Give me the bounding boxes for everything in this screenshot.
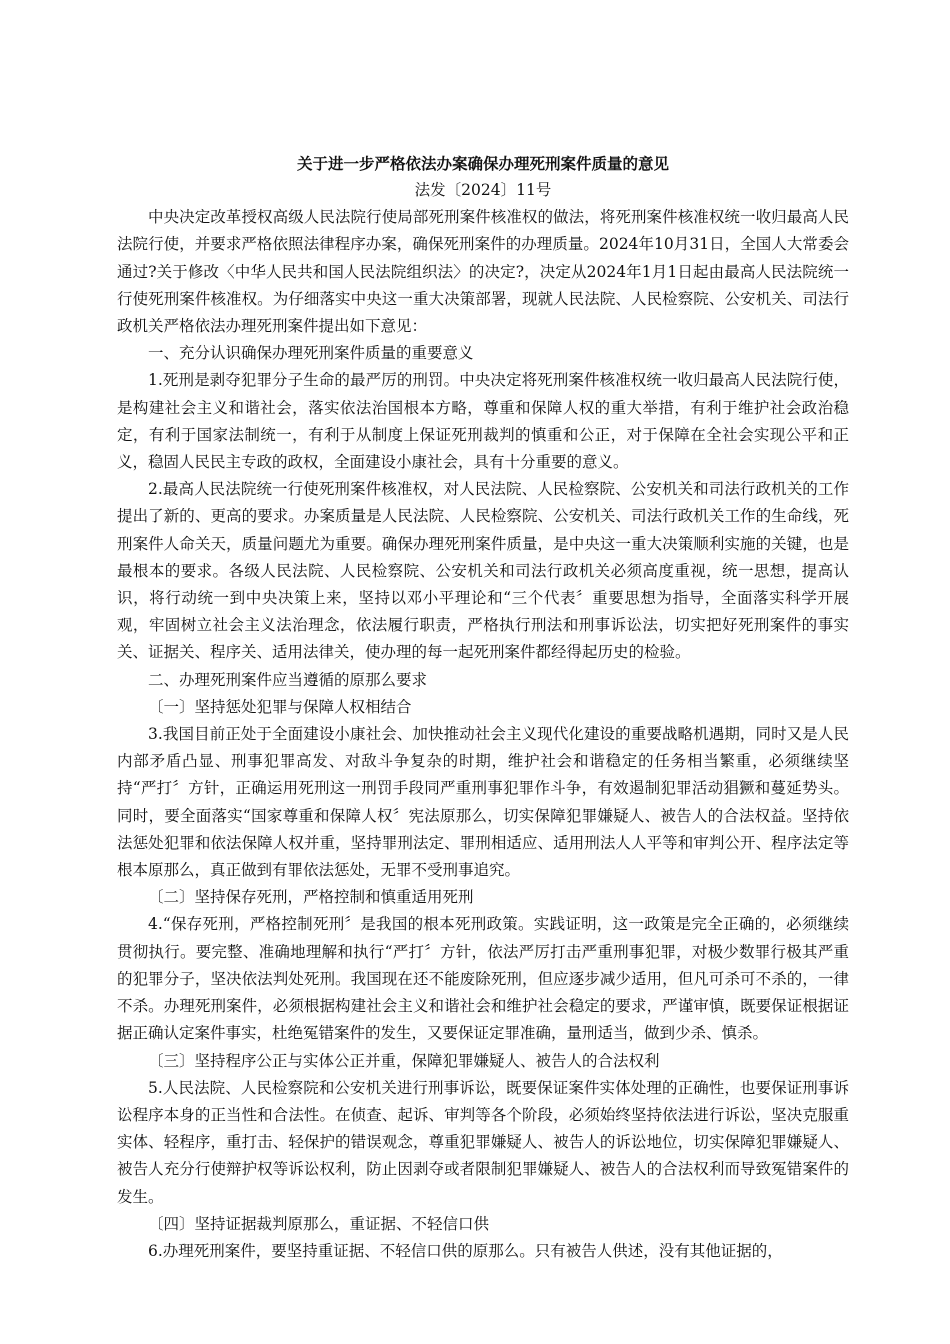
subheading-2: 〔二〕坚持保存死刑，严格控制和慎重适用死刑 <box>148 888 474 907</box>
paragraph-5: 5.人民法院、人民检察院和公安机关进行刑事诉讼，既要保证案件实体处理的正确性，也要保证刑事诉讼程序本身的正当性和合法性。在侦查、起诉、审判等各个阶段，必须始终坚持依法进行诉讼，坚决克服重实体、轻程序，重打击、轻保护的错误观念，尊重犯罪嫌疑人、被告人的诉讼地位，切实保障犯罪嫌疑人、被告人充分行使辩护权等诉讼权利，防止因剥夺或者限制犯罪嫌疑人、被告人的合法权利而导致冤错案件的发生。 <box>117 1078 849 1206</box>
document-title: 关于进一步严格依法办案确保办理死刑案件质量的意见 <box>296 154 669 173</box>
subheading-1: 〔一〕坚持惩处犯罪与保障人权相结合 <box>148 697 412 716</box>
paragraph-1: 1.死刑是剥夺犯罪分子生命的最严厉的刑罚。中央决定将死刑案件核准权统一收归最高人民法院行使，是构建社会主义和谐社会，落实依法治国根本方略，尊重和保障人权的重大举措，有利于维护社会政治稳定，有利于国家法制统一，有利于从制度上保证死刑裁判的慎重和公正，对于保障在全社会实现公平和正义，稳固人民民主专政的政权，全面建设小康社会，具有十分重要的意义。 <box>117 371 849 472</box>
section-heading-2: 二、办理死刑案件应当遵循的原那么要求 <box>148 670 428 689</box>
subheading-3: 〔三〕坚持程序公正与实体公正并重，保障犯罪嫌疑人、被告人的合法权利 <box>148 1051 660 1070</box>
section-heading-1: 一、充分认识确保办理死刑案件质量的重要意义 <box>148 344 474 363</box>
document-body <box>117 150 849 1265</box>
document-number: 法发〔2024〕11号 <box>414 181 552 199</box>
subheading-4: 〔四〕坚持证据裁判原那么，重证据、不轻信口供 <box>148 1214 490 1233</box>
paragraph-3: 3.我国目前正处于全面建设小康社会、加快推动社会主义现代化建设的重要战略机遇期，同时又是人民内部矛盾凸显、刑事犯罪高发、对敌斗争复杂的时期，维护社会和谐稳定的任务相当繁重，必须继续坚持“严打〞方针，正确运用死刑这一刑罚手段同严重刑事犯罪作斗争，有效遏制犯罪活动猖獗和蔓延势头。同时，要全面落实“国家尊重和保障人权〞宪法原那么，切实保障犯罪嫌疑人、被告人的合法权益。坚持依法惩处犯罪和依法保障人权并重，坚持罪刑法定、罪刑相适应、适用刑法人人平等和审判公开、程序法定等根本原那么，真正做到有罪依法惩处，无罪不受刑事追究。 <box>117 725 849 880</box>
intro-paragraph: 中央决定改革授权高级人民法院行使局部死刑案件核准权的做法，将死刑案件核准权统一收归最高人民法院行使，并要求严格依照法律程序办案，确保死刑案件的办理质量。2024年10月31日，全国人大常委会通过?关于修改〈中华人民共和国人民法院组织法〉的决定?，决定从2024年1月1日起由最高人民法院统一行使死刑案件核准权。为仔细落实中央这一重大决策部署，现就人民法院、人民检察院、公安机关、司法行政机关严格依法办理死刑案件提出如下意见： <box>117 208 849 336</box>
paragraph-4: 4.“保存死刑，严格控制死刑〞是我国的根本死刑政策。实践证明，这一政策是完全正确的，必须继续贯彻执行。要完整、准确地理解和执行“严打〞方针，依法严厉打击严重刑事犯罪，对极少数罪行极其严重的犯罪分子，坚决依法判处死刑。我国现在还不能废除死刑，但应逐步减少适用，但凡可杀可不杀的，一律不杀。办理死刑案件，必须根据构建社会主义和谐社会和维护社会稳定的要求，严谨审慎，既要保证根据证据正确认定案件事实，杜绝冤错案件的发生，又要保证定罪准确，量刑适当，做到少杀、慎杀。 <box>117 915 849 1043</box>
paragraph-6: 6.办理死刑案件，要坚持重证据、不轻信口供的原那么。只有被告人供述，没有其他证据的， <box>148 1241 783 1260</box>
paragraph-2: 2.最高人民法院统一行使死刑案件核准权，对人民法院、人民检察院、公安机关和司法行政机关的工作提出了新的、更高的要求。办案质量是人民法院、人民检察院、公安机关、司法行政机关工作的生命线，死刑案件人命关天，质量问题尤为重要。确保办理死刑案件质量，是中央这一重大决策顺利实施的关键，也是最根本的要求。各级人民法院、人民检察院、公安机关和司法行政机关必须高度重视，统一思想，提高认识，将行动统一到中央决策上来，坚持以邓小平理论和“三个代表〞重要思想为指导，全面落实科学开展观，牢固树立社会主义法治理念，依法履行职责，严格执行刑法和刑事诉讼法，切实把好死刑案件的事实关、证据关、程序关、适用法律关，使办理的每一起死刑案件都经得起历史的检验。 <box>117 480 849 662</box>
